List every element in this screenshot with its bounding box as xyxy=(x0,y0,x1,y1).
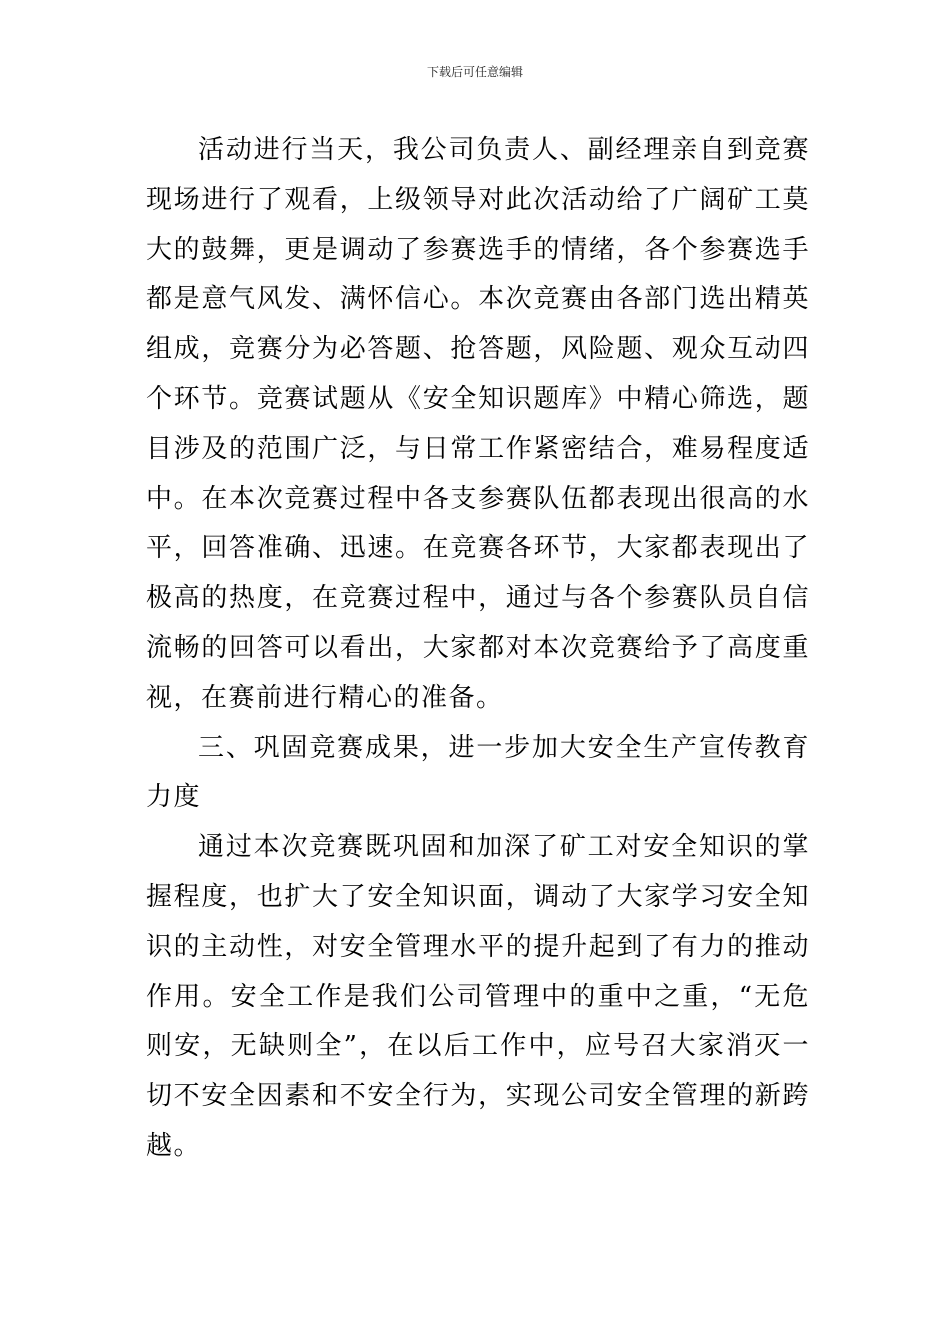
paragraph-conclusion: 通过本次竞赛既巩固和加深了矿工对安全知识的掌握程度，也扩大了安全知识面，调动了大家学习安全知识的主动性，对安全管理水平的提升起到了有力的推动作用。安全工作是我们公司管理中的重中之重，“无危则安，无缺则全”，在以后工作中，应号召大家消灭一切不安全因素和不安全行为，实现公司安全管理的新跨越。 xyxy=(146,832,810,1161)
section-heading-consolidate-results: 三、巩固竞赛成果，进一步加大安全生产宣传教育力度 xyxy=(146,732,810,813)
paragraph-activity-day: 活动进行当天，我公司负责人、副经理亲自到竞赛现场进行了观看，上级领导对此次活动给了广阔矿工莫大的鼓舞，更是调动了参赛选手的情绪，各个参赛选手都是意气风发、满怀信心。本次竞赛由各部门选出精英组成，竞赛分为必答题、抢答题，风险题、观众互动四个环节。竞赛试题从《安全知识题库》中精心筛选，题目涉及的范围广泛，与日常工作紧密结合，难易程度适中。在本次竞赛过程中各支参赛队伍都表现出很高的水平，回答准确、迅速。在竞赛各环节，大家都表现出了极高的热度，在竞赛过程中，通过与各个参赛队员自信流畅的回答可以看出，大家都对本次竞赛给予了高度重视，在赛前进行精心的准备。 xyxy=(146,135,810,713)
document-body xyxy=(146,126,810,1172)
page-header: 下载后可任意编辑 xyxy=(426,65,523,79)
